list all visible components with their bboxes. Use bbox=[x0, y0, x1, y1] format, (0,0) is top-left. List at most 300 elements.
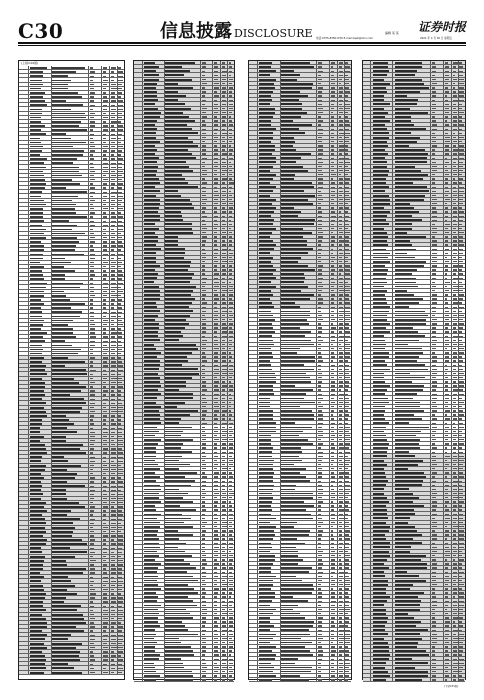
cell-number bbox=[118, 225, 123, 226]
cell-number bbox=[318, 79, 322, 80]
cell-text bbox=[144, 207, 159, 209]
cell-number bbox=[331, 120, 334, 121]
cell-text bbox=[52, 593, 77, 595]
cell-divider bbox=[200, 442, 201, 445]
cell-text bbox=[144, 439, 161, 441]
cell-divider bbox=[88, 517, 89, 520]
cell-divider bbox=[101, 145, 102, 148]
cell-divider bbox=[101, 480, 102, 483]
cell-number bbox=[345, 66, 350, 67]
cell-text bbox=[52, 556, 76, 558]
cell-number bbox=[111, 179, 115, 180]
cell-number bbox=[90, 581, 94, 582]
cell-number bbox=[222, 228, 225, 229]
cell-text bbox=[165, 642, 181, 644]
cell-number bbox=[103, 572, 107, 573]
cell-text bbox=[52, 448, 80, 450]
cell-text bbox=[52, 539, 83, 541]
cell-text bbox=[52, 191, 87, 193]
cell-number bbox=[222, 315, 225, 316]
cell-divider bbox=[101, 418, 102, 421]
cell-number bbox=[345, 112, 348, 113]
cell-number bbox=[111, 320, 114, 321]
cell-number bbox=[229, 381, 232, 382]
cell-divider bbox=[88, 211, 89, 214]
cell-number bbox=[118, 365, 123, 366]
cell-divider bbox=[142, 314, 143, 317]
cell-text bbox=[30, 402, 46, 404]
cell-number bbox=[111, 655, 116, 656]
cell-divider bbox=[142, 384, 143, 387]
cell-text bbox=[52, 328, 74, 330]
cell-number bbox=[111, 299, 115, 300]
cell-text bbox=[165, 132, 198, 134]
cell-divider bbox=[316, 82, 317, 85]
cell-number bbox=[90, 618, 95, 619]
cell-text bbox=[144, 257, 156, 259]
cell-divider bbox=[88, 521, 89, 524]
cell-divider bbox=[212, 649, 213, 652]
cell-divider bbox=[220, 202, 221, 205]
cell-text bbox=[165, 124, 187, 126]
cell-text bbox=[30, 100, 46, 102]
cell-text bbox=[165, 468, 179, 470]
cell-divider bbox=[212, 206, 213, 209]
cell-number bbox=[103, 237, 107, 238]
cell-divider bbox=[329, 90, 330, 93]
cell-text bbox=[30, 622, 47, 624]
cell-number bbox=[222, 613, 227, 614]
cell-divider bbox=[220, 330, 221, 333]
cell-number bbox=[118, 428, 122, 429]
cell-text bbox=[52, 67, 86, 69]
cell-divider bbox=[212, 450, 213, 453]
cell-number bbox=[229, 369, 234, 370]
cell-number bbox=[222, 551, 225, 552]
cell-number bbox=[331, 104, 334, 105]
cell-divider bbox=[220, 475, 221, 478]
cell-number bbox=[90, 299, 93, 300]
cell-number bbox=[103, 477, 106, 478]
cell-divider bbox=[109, 252, 110, 255]
cell-divider bbox=[212, 338, 213, 341]
cell-divider bbox=[200, 430, 201, 433]
cell-divider bbox=[101, 199, 102, 202]
cell-divider bbox=[109, 186, 110, 189]
cell-text bbox=[144, 629, 155, 631]
cell-text bbox=[165, 447, 181, 449]
cell-divider bbox=[109, 165, 110, 168]
cell-divider bbox=[329, 160, 330, 163]
cell-text bbox=[165, 302, 192, 304]
cell-number bbox=[118, 461, 123, 462]
cell-text bbox=[165, 418, 181, 420]
cell-number bbox=[214, 481, 218, 482]
cell-text bbox=[281, 149, 297, 151]
cell-divider bbox=[200, 678, 201, 681]
cell-divider bbox=[220, 554, 221, 557]
cell-text bbox=[165, 157, 196, 159]
cell-divider bbox=[88, 364, 89, 367]
cell-divider bbox=[200, 641, 201, 644]
cell-number bbox=[202, 592, 206, 593]
cell-number bbox=[90, 606, 94, 607]
cell-text bbox=[30, 200, 45, 202]
cell-divider bbox=[101, 290, 102, 293]
cell-divider bbox=[142, 359, 143, 362]
cell-number bbox=[90, 378, 93, 379]
cell-number bbox=[90, 129, 93, 130]
cell-text bbox=[165, 170, 193, 172]
cell-divider bbox=[109, 128, 110, 131]
cell-text bbox=[52, 104, 83, 106]
cell-text bbox=[144, 128, 157, 130]
cell-text bbox=[165, 364, 182, 366]
cell-divider bbox=[109, 211, 110, 214]
cell-number bbox=[222, 418, 225, 419]
cell-number bbox=[202, 522, 207, 523]
cell-text bbox=[144, 381, 160, 383]
cell-divider bbox=[88, 170, 89, 173]
cell-divider bbox=[101, 194, 102, 197]
cell-number bbox=[202, 129, 206, 130]
cell-number bbox=[214, 323, 218, 324]
cell-text bbox=[144, 232, 155, 234]
cell-divider bbox=[109, 339, 110, 342]
cell-divider bbox=[212, 430, 213, 433]
cell-number bbox=[111, 295, 116, 296]
cell-divider bbox=[200, 102, 201, 105]
cell-divider bbox=[257, 65, 258, 68]
cell-number bbox=[90, 543, 94, 544]
cell-text bbox=[144, 530, 158, 532]
cell-number bbox=[202, 497, 205, 498]
cell-number bbox=[202, 207, 206, 208]
cell-divider bbox=[142, 289, 143, 292]
cell-number bbox=[229, 634, 234, 635]
cell-text bbox=[30, 167, 47, 169]
cell-number bbox=[111, 225, 115, 226]
cell-number bbox=[103, 664, 107, 665]
cell-divider bbox=[257, 173, 258, 176]
cell-divider bbox=[101, 281, 102, 284]
cell-text bbox=[30, 473, 42, 475]
cell-divider bbox=[142, 280, 143, 283]
cell-divider bbox=[109, 285, 110, 288]
cell-text bbox=[52, 415, 66, 417]
cell-text bbox=[281, 174, 295, 176]
cell-number bbox=[90, 531, 94, 532]
cell-number bbox=[222, 162, 226, 163]
cell-number bbox=[229, 348, 232, 349]
cell-divider bbox=[142, 376, 143, 379]
cell-divider bbox=[220, 227, 221, 230]
cell-number bbox=[103, 643, 107, 644]
cell-divider bbox=[212, 628, 213, 631]
cell-text bbox=[165, 339, 179, 341]
cell-divider bbox=[200, 595, 201, 598]
cell-divider bbox=[329, 173, 330, 176]
cell-divider bbox=[200, 537, 201, 540]
cell-number bbox=[229, 100, 233, 101]
cell-text bbox=[52, 212, 76, 214]
cell-number bbox=[202, 468, 206, 469]
cell-divider bbox=[220, 508, 221, 511]
cell-divider bbox=[101, 87, 102, 90]
cell-number bbox=[90, 390, 95, 391]
cell-number bbox=[90, 461, 95, 462]
cell-divider bbox=[212, 144, 213, 147]
cell-number bbox=[111, 577, 114, 578]
cell-number bbox=[229, 244, 232, 245]
cell-divider bbox=[101, 455, 102, 458]
cell-text bbox=[165, 439, 193, 441]
cell-number bbox=[339, 133, 344, 134]
cell-text bbox=[144, 91, 157, 93]
cell-divider bbox=[109, 78, 110, 81]
cell-number bbox=[111, 672, 114, 673]
cell-number bbox=[118, 626, 123, 627]
cell-number bbox=[118, 266, 121, 267]
cell-text bbox=[52, 460, 68, 462]
cell-divider bbox=[220, 73, 221, 76]
cell-number bbox=[103, 519, 106, 520]
cell-divider bbox=[88, 480, 89, 483]
cell-number bbox=[229, 443, 233, 444]
cell-number bbox=[331, 129, 335, 130]
cell-text bbox=[165, 580, 198, 582]
cell-divider bbox=[200, 525, 201, 528]
cell-number bbox=[103, 113, 106, 114]
cell-number bbox=[111, 614, 115, 615]
cell-number bbox=[111, 452, 116, 453]
cell-text bbox=[165, 671, 192, 673]
cell-number bbox=[222, 232, 226, 233]
cell-text bbox=[52, 502, 79, 504]
cell-number bbox=[229, 377, 232, 378]
cell-number bbox=[111, 71, 114, 72]
cell-divider bbox=[109, 314, 110, 317]
cell-number bbox=[90, 196, 93, 197]
cell-text bbox=[144, 489, 161, 491]
cell-number bbox=[222, 244, 226, 245]
cell-divider bbox=[212, 280, 213, 283]
cell-number bbox=[214, 158, 218, 159]
cell-number bbox=[229, 311, 233, 312]
cell-divider bbox=[220, 322, 221, 325]
cell-number bbox=[202, 398, 206, 399]
cell-divider bbox=[101, 393, 102, 396]
cell-divider bbox=[329, 127, 330, 130]
cell-text bbox=[165, 368, 198, 370]
cell-number bbox=[214, 402, 218, 403]
cell-number bbox=[214, 340, 218, 341]
cell-number bbox=[318, 153, 323, 154]
cell-number bbox=[118, 560, 123, 561]
cell-number bbox=[229, 423, 233, 424]
cell-divider bbox=[257, 123, 258, 126]
cell-text bbox=[30, 162, 44, 164]
cell-divider bbox=[212, 256, 213, 259]
cell-number bbox=[214, 522, 217, 523]
cell-text bbox=[30, 477, 44, 479]
cell-number bbox=[214, 468, 217, 469]
cell-text bbox=[52, 162, 73, 164]
cell-number bbox=[222, 240, 225, 241]
cell-divider bbox=[142, 396, 143, 399]
cell-divider bbox=[212, 661, 213, 664]
cell-number bbox=[202, 327, 206, 328]
cell-text bbox=[30, 390, 45, 392]
cell-number bbox=[202, 158, 207, 159]
cell-text bbox=[165, 514, 182, 516]
cell-number bbox=[202, 244, 205, 245]
cell-divider bbox=[200, 90, 201, 93]
cell-divider bbox=[212, 185, 213, 188]
cell-text bbox=[165, 95, 186, 97]
cell-text bbox=[144, 393, 161, 395]
cell-text bbox=[165, 522, 184, 524]
cell-text bbox=[30, 423, 42, 425]
cell-number bbox=[103, 117, 108, 118]
cell-number bbox=[229, 414, 232, 415]
cell-number bbox=[103, 200, 106, 201]
cell-number bbox=[202, 216, 207, 217]
cell-divider bbox=[212, 343, 213, 346]
cell-number bbox=[118, 486, 123, 487]
cell-text bbox=[30, 365, 46, 367]
cell-text bbox=[30, 506, 45, 508]
cell-number bbox=[103, 154, 106, 155]
cell-text bbox=[144, 402, 156, 404]
cell-text bbox=[165, 236, 178, 238]
cell-divider bbox=[109, 124, 110, 127]
cell-number bbox=[118, 403, 122, 404]
cell-divider bbox=[212, 347, 213, 350]
cell-number bbox=[90, 469, 93, 470]
cell-divider bbox=[220, 376, 221, 379]
cell-number bbox=[103, 432, 108, 433]
cell-text bbox=[259, 124, 271, 126]
cell-divider bbox=[101, 207, 102, 210]
cell-divider bbox=[220, 467, 221, 470]
cell-text bbox=[52, 154, 84, 156]
cell-number bbox=[111, 589, 114, 590]
cell-number bbox=[222, 79, 226, 80]
cell-text bbox=[165, 211, 181, 213]
cell-number bbox=[103, 67, 107, 68]
cell-divider bbox=[101, 116, 102, 119]
cell-number bbox=[202, 650, 206, 651]
cell-number bbox=[118, 163, 122, 164]
cell-text bbox=[30, 667, 47, 669]
cell-text bbox=[165, 141, 193, 143]
cell-number bbox=[214, 601, 217, 602]
cell-divider bbox=[101, 406, 102, 409]
cell-text bbox=[144, 339, 160, 341]
cell-text bbox=[144, 364, 160, 366]
cell-text bbox=[52, 431, 77, 433]
cell-text bbox=[52, 233, 86, 235]
cell-number bbox=[202, 269, 205, 270]
cell-number bbox=[229, 592, 233, 593]
cell-divider bbox=[109, 356, 110, 359]
cell-number bbox=[202, 261, 205, 262]
cell-number bbox=[90, 208, 93, 209]
cell-divider bbox=[101, 567, 102, 570]
cell-number bbox=[103, 672, 108, 673]
cell-text bbox=[144, 447, 156, 449]
cell-number bbox=[229, 294, 234, 295]
cell-number bbox=[214, 497, 217, 498]
cell-divider bbox=[220, 177, 221, 180]
cell-divider bbox=[142, 463, 143, 466]
cell-number bbox=[214, 302, 217, 303]
cell-text bbox=[281, 170, 308, 172]
cell-divider bbox=[200, 347, 201, 350]
cell-divider bbox=[212, 566, 213, 569]
cell-text bbox=[144, 79, 159, 81]
cell-text bbox=[30, 444, 45, 446]
cell-number bbox=[103, 134, 106, 135]
cell-text bbox=[165, 153, 192, 155]
cell-divider bbox=[212, 500, 213, 503]
cell-text bbox=[144, 219, 160, 221]
cell-text bbox=[52, 167, 79, 169]
cell-number bbox=[202, 153, 206, 154]
cell-divider bbox=[109, 658, 110, 661]
cell-number bbox=[111, 109, 115, 110]
cell-divider bbox=[109, 393, 110, 396]
cell-divider bbox=[212, 620, 213, 623]
cell-text bbox=[144, 360, 160, 362]
cell-divider bbox=[200, 454, 201, 457]
cell-number bbox=[103, 552, 107, 553]
cell-divider bbox=[88, 642, 89, 645]
cell-divider bbox=[220, 616, 221, 619]
cell-number bbox=[111, 229, 114, 230]
cell-number bbox=[118, 659, 122, 660]
cell-divider bbox=[109, 542, 110, 545]
cell-divider bbox=[212, 156, 213, 159]
cell-number bbox=[202, 133, 206, 134]
cell-number bbox=[202, 514, 205, 515]
cell-number bbox=[103, 531, 106, 532]
cell-number bbox=[229, 485, 232, 486]
section-title-en: DISCLOSURE bbox=[234, 27, 313, 40]
cell-divider bbox=[109, 625, 110, 628]
cell-text bbox=[165, 360, 188, 362]
cell-number bbox=[90, 428, 93, 429]
cell-text bbox=[52, 171, 80, 173]
cell-text bbox=[144, 663, 154, 665]
cell-text bbox=[165, 83, 178, 85]
cell-number bbox=[103, 668, 106, 669]
cell-divider bbox=[200, 227, 201, 230]
cell-divider bbox=[212, 401, 213, 404]
cell-number bbox=[214, 447, 217, 448]
cell-divider bbox=[200, 446, 201, 449]
table-rows bbox=[249, 61, 351, 682]
cell-number bbox=[222, 220, 225, 221]
cell-number bbox=[214, 576, 218, 577]
cell-divider bbox=[329, 136, 330, 139]
cell-number bbox=[222, 365, 227, 366]
cell-divider bbox=[212, 434, 213, 437]
cell-number bbox=[90, 382, 95, 383]
cell-number bbox=[103, 204, 106, 205]
cell-divider bbox=[88, 389, 89, 392]
